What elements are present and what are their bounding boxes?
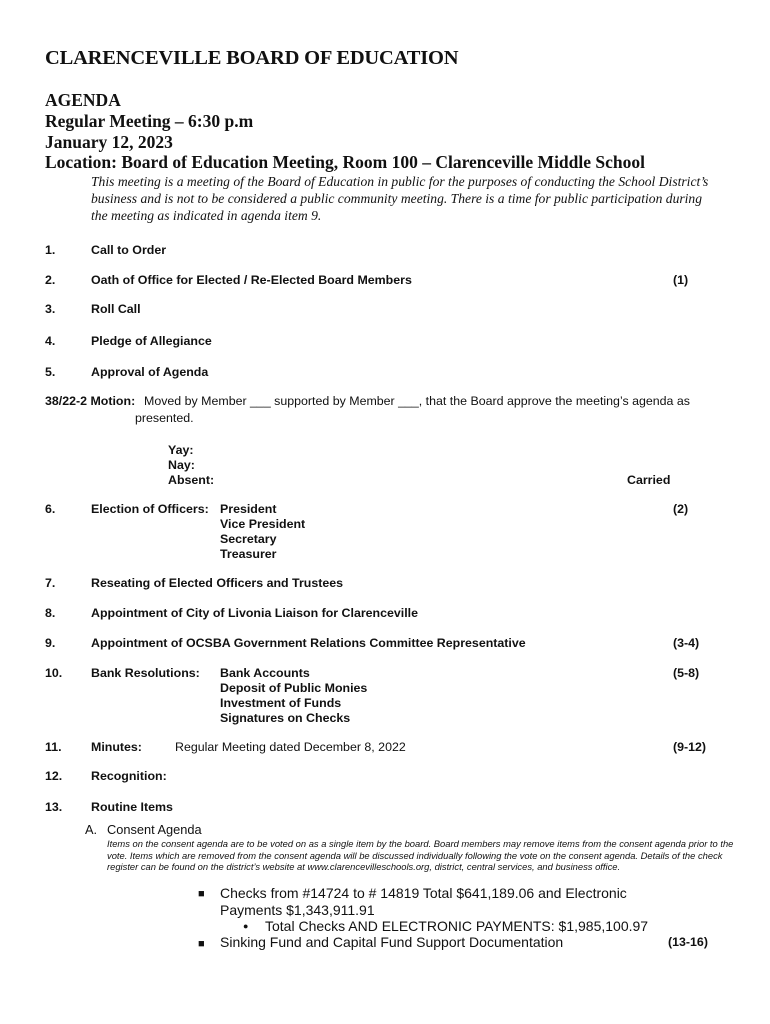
- item-call-to-order: Call to Order: [91, 243, 167, 257]
- vote-absent: Absent:: [168, 473, 215, 487]
- item-minutes: Minutes:: [91, 740, 142, 754]
- item-ocsba-representative: Appointment of OCSBA Government Relations Committee Representative: [91, 636, 526, 650]
- consent-note: Items on the consent agenda are to be voted on as a single item by the board. Board members may remove items from the consent agenda prior to the vote. Items which are removed from the consent agenda will be discussed individually following the vote on the consent agenda. Details of the check register can be found on the district’s website at www.clarencevilleschools.org, district, central services, and business office.: [107, 838, 734, 872]
- item-reference: (13-16): [668, 935, 708, 949]
- item-number: 11.: [45, 740, 62, 754]
- item-reference: (5-8): [673, 666, 700, 680]
- sinking-fund-line: Sinking Fund and Capital Fund Support Documentation: [220, 934, 564, 950]
- item-bank-resolutions: Bank Resolutions:: [91, 666, 200, 680]
- item-number: 10.: [45, 666, 63, 680]
- vote-nay: Nay:: [168, 458, 195, 472]
- checks-line: Checks from #14724 to # 14819 Total $641,189.06 and Electronic: [220, 885, 627, 901]
- officer-vice-president: Vice President: [220, 517, 306, 531]
- item-routine-items: Routine Items: [91, 800, 173, 814]
- checks-line-continued: Payments $1,343,911.91: [220, 902, 375, 918]
- item-election-of-officers: Election of Officers:: [91, 502, 209, 516]
- item-number: 4.: [45, 334, 56, 348]
- agenda-label: AGENDA: [45, 90, 121, 110]
- consent-letter: A.: [85, 822, 98, 837]
- item-pledge: Pledge of Allegiance: [91, 334, 212, 348]
- resolution-signatures: Signatures on Checks: [220, 711, 351, 725]
- item-number: 6.: [45, 502, 56, 516]
- item-recognition: Recognition:: [91, 769, 167, 783]
- square-bullet-icon: ■: [198, 938, 205, 950]
- item-number: 7.: [45, 576, 56, 590]
- item-reference: (3-4): [673, 636, 700, 650]
- officer-president: President: [220, 502, 277, 516]
- item-reference: (2): [673, 502, 689, 516]
- motion-id: 38/22-2 Motion:: [45, 394, 136, 408]
- consent-agenda-title: Consent Agenda: [107, 822, 202, 837]
- motion-text-continued: presented.: [135, 411, 194, 425]
- item-number: 9.: [45, 636, 56, 650]
- item-approval-of-agenda: Approval of Agenda: [91, 365, 209, 379]
- vote-yay: Yay:: [168, 443, 194, 457]
- item-number: 12.: [45, 769, 63, 783]
- item-roll-call: Roll Call: [91, 302, 141, 316]
- meeting-type: Regular Meeting – 6:30 p.m: [45, 111, 254, 131]
- resolution-investment: Investment of Funds: [220, 696, 342, 710]
- item-reseating: Reseating of Elected Officers and Trustees: [91, 576, 344, 590]
- square-bullet-icon: ■: [198, 888, 205, 900]
- resolution-bank-accounts: Bank Accounts: [220, 666, 310, 680]
- item-livonia-liaison: Appointment of City of Livonia Liaison for Clarenceville: [91, 606, 419, 620]
- item-reference: (1): [673, 273, 689, 287]
- item-number: 8.: [45, 606, 56, 620]
- motion-result: Carried: [627, 473, 671, 487]
- officer-secretary: Secretary: [220, 532, 277, 546]
- total-payments: Total Checks AND ELECTRONIC PAYMENTS: $1,985,100.97: [265, 918, 649, 934]
- item-number: 3.: [45, 302, 56, 316]
- item-oath-of-office: Oath of Office for Elected / Re-Elected Board Members: [91, 273, 412, 287]
- motion-text: Moved by Member ___ supported by Member ___, that the Board approve the meeting’s agenda as: [144, 394, 690, 408]
- meeting-location: Location: Board of Education Meeting, Room 100 – Clarenceville Middle School: [45, 152, 645, 172]
- item-reference: (9-12): [673, 740, 707, 754]
- meeting-date: January 12, 2023: [45, 132, 173, 152]
- minutes-detail: Regular Meeting dated December 8, 2022: [175, 740, 406, 754]
- item-number: 2.: [45, 273, 56, 287]
- item-number: 13.: [45, 800, 63, 814]
- intro-note: This meeting is a meeting of the Board of Education in public for the purposes of conducting the School District’s business and is not to be considered a public community meeting. There is a time for public participation during the meeting as indicated in agenda item 9.: [91, 174, 709, 223]
- resolution-deposit: Deposit of Public Monies: [220, 681, 368, 695]
- item-number: 5.: [45, 365, 56, 379]
- item-number: 1.: [45, 243, 56, 257]
- round-bullet-icon: ●: [243, 921, 249, 931]
- officer-treasurer: Treasurer: [220, 547, 277, 561]
- page-title: CLARENCEVILLE BOARD OF EDUCATION: [45, 47, 459, 69]
